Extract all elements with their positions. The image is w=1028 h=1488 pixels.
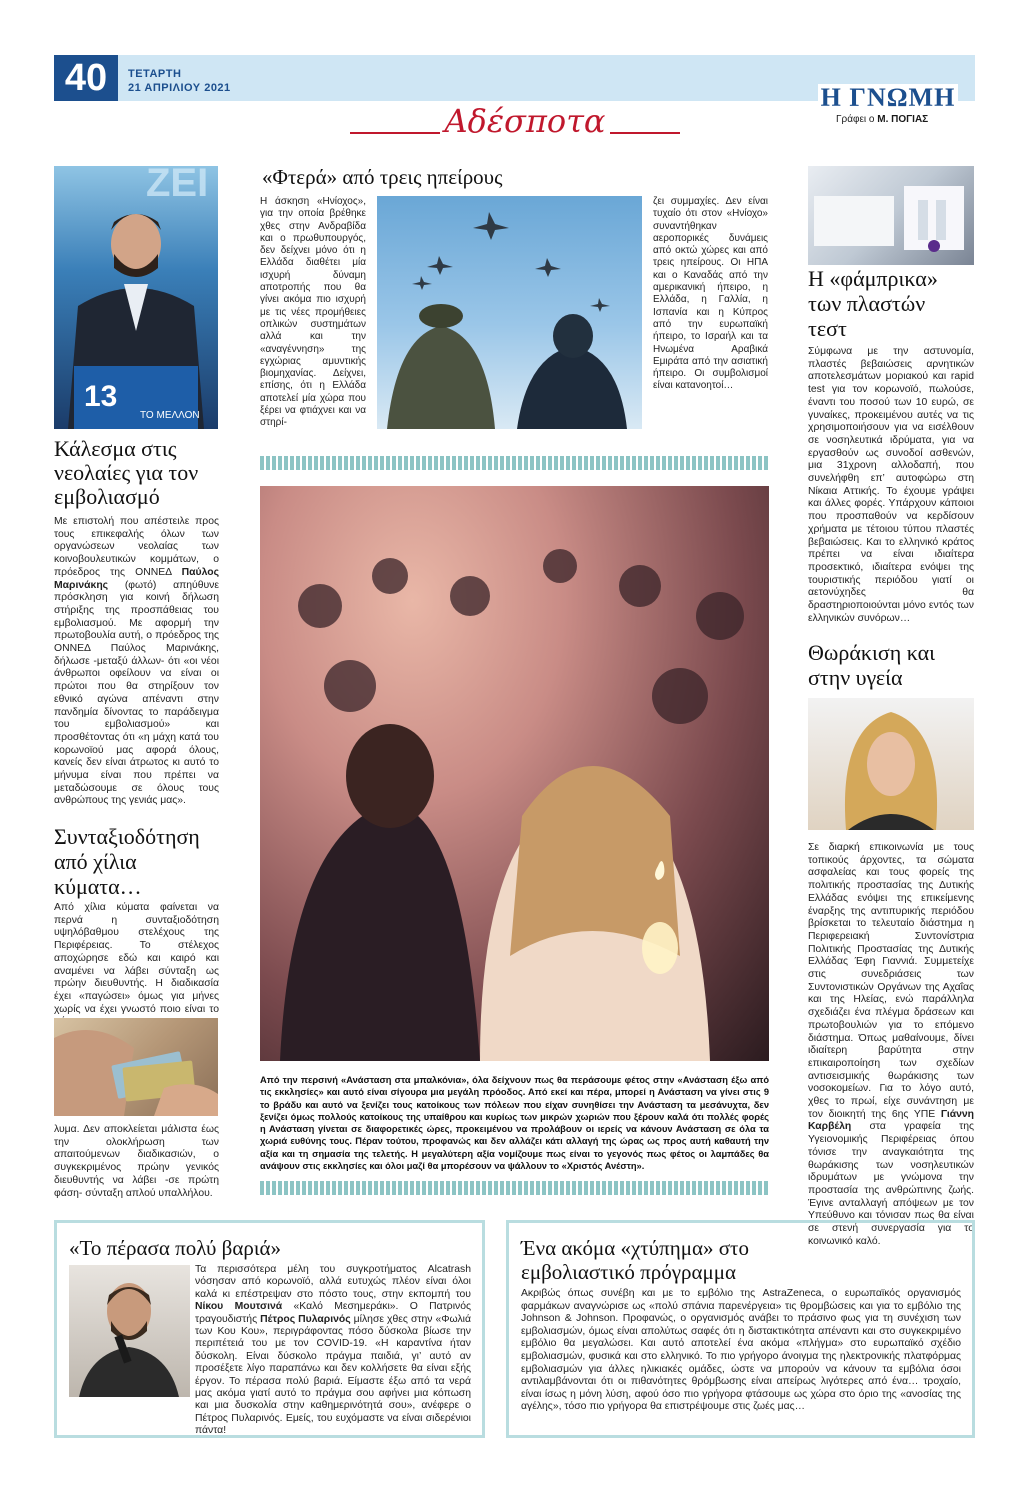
photo-efi-giannia (808, 698, 974, 830)
highlight-name: Νίκου Μουτσινά (195, 1301, 283, 1313)
center-article-col2: ζει συμμαχίες. Δεν είναι τυχαίο ότι στον «Ηνίοχο» συναντήθηκαν αεροπορικές δυνάμεις από οκτώ χώρες και από τρεις ηπείρους. Οι ΗΠΑ και ο Καναδάς από την αμερικανική ήπειρο, η Ελλάδα, η Γαλλία, η Ισπανία και η Κύπρος από την ευρωπαϊκή ήπειρο, το Ισραήλ και τα Ηνωμένα Αραβικά Εμιράτα από την ασιατική ήπειρο. Οι συμβολισμοί είναι κατανοητοί… (653, 196, 768, 392)
test-kits-illustration (808, 166, 974, 265)
photo-test-kits (808, 166, 974, 265)
right-article1-title: Η «φάμπρικα» των πλαστών τεστ (808, 266, 938, 341)
center-article-title: «Φτερά» από τρεις ηπείρους (262, 165, 503, 189)
left-article2-body-part2: λυμα. Δεν αποκλείεται μάλιστα έως την ολοκλήρωση των απαιτούμενων διαδικασιών, ο συγκεκριμένος πρώην γενικός διευθυντής να λάβει -σε πρώτη φάση- σύνταξη απλού υπαλλήλου. (54, 1124, 219, 1199)
bottom-left-body: Τα περισσότερα μέλη του συγκροτήματος Alcatrash νόσησαν από κορωνοϊό, αλλά ευτυχώς πλέον είναι όλοι καλά κι επέστρεψαν στο πόστο τους, στην εκπομπή του Νίκου Μουτσινά «Καλό Μεσημεράκι». Ο Πατρινός τραγουδιστής Πέτρος Πυλαρινός μίλησε χθες στην «Φωλιά των Κου Κου», περιγράφοντας πόσο δύσκολα βίωσε την περιπέτειά του με τον COVID-19. «Η καραντίνα ήταν δύσκολη. Είναι δύσκολο πράγμα παιδιά, γι’ αυτό αν προσέξετε λίγο παραπάνω και δεν κολλήσετε θα είναι εξής έργον. Το πέρασα πολύ βαριά. Είμαστε έξω από τα νερά μας ακόμα γιατί αυτό το πράγμα σου αφήνει μια κόπωση και μια δυσκολία στην καθημερινότητά σου», ανέφερε ο Πέτρος Πυλαρινός. Εμείς, του ευχόμαστε να είναι σιδερένιοι πάντα! (195, 1264, 471, 1437)
right-article2-body: Σε διαρκή επικοινωνία με τους τοπικούς άρχοντες, τα σώματα ασφαλείας και τους φορείς της πολιτικής προστασίας της Δυτικής Ελλάδας ενόψει της επικείμενης έναρξης της αντιπυρικής περιόδου βρίσκεται το τελευταίο διάστημα η Περιφερειακή Συντονίστρια Πολιτικής Προστασίας της Δυτικής Ελλάδας Έφη Γιαννιά. Συμμετείχε στις συνεδριάσεις των Συντονιστικών Οργάνων της Αχαΐας και της Ηλείας, ενώ παράλληλα σχεδιάζει ένα πλέγμα δράσεων και πρωτοβουλιών για το επόμενο διάστημα. Όπως μαθαίνουμε, δίνει ιδιαίτερη βαρύτητα στην επικαιροποίηση των σχεδίων αντισεισμικής θωράκισης των νοσοκομείων. Για το λόγο αυτό, χθες το πρωί, είχε συνάντηση με τον διοικητή της 6ης ΥΠΕ Γιάννη Καρβέλη στα γραφεία της Υγειονομικής Περιφέρειας όπου τόνισε την αναγκαιότητα της θωράκισης των νοσηλευτικών ιδρυμάτων με γνώμονα την προστασία της ανθρώπινης ζωής. Έγινε ανταλλαγή απόψεων με τον Υπεύθυνο και τόνισαν πως θα είναι σε στενή συνεργασία για το κοινωνικό καλό. (808, 842, 975, 1247)
photo-jets (377, 196, 642, 429)
newspaper-logo: Η ΓΝΩΜΗ (818, 84, 958, 112)
right-article1-body: Σύμφωνα με την αστυνομία, πλαστές βεβαιώσεις αρνητικών αποτελεσμάτων μοριακού και rapid test για τον κορωνοϊό, πωλούσε, έναντι του ποσού των 10 ευρώ, σε γυναίκες, προκειμένου αυτές να τις χρησιμοποιήσουν για να εισέλθουν σε νοσηλευτικά ιδρύματα, για να εργασθούν ως συνοδοί ασθενών, μια 31χρονη αλλοδαπή, που συνελήφθη επ’ αυτοφώρω στη Νίκαια Αττικής. Το έχουμε γράψει και άλλες φορές. Υπάρχουν κάποιοι που προσπαθούν να κερδίσουν χρήματα με τέτοιου τύπου πλαστές βεβαιώσεις. Και το ελληνικό κράτος πρέπει να είναι ιδιαίτερα προσεκτικό, ιδιαίτερα ενόψει της τουριστικής περιόδου γιατί οι αετονύχηδες θα δραστηριοποιούνται μόνο εντός των ελληνικών συνόρων… (808, 346, 974, 624)
banner-text: ΖΕΙ (146, 166, 209, 205)
section-title: Αδέσποτα (440, 102, 610, 140)
left-article1-body: Με επιστολή που απέστειλε προς τους επικεφαλής όλων των οργανώσεων νεολαίας των κοινοβουλευτικών κομμάτων, ο πρόεδρος της ΟΝΝΕΔ Παύλος Μαρινάκης (φωτό) απηύθυνε πρόσκληση για κοινή δήλωση στήριξης της προσπάθειας του εμβολιασμού. Με αφορμή την πρωτοβουλία αυτή, ο πρόεδρος της ΟΝΝΕΔ Παύλος Μαρινάκης, δήλωσε -μεταξύ άλλων- ότι «οι νέοι άνθρωποι οφείλουν να είναι οι πρώτοι που θα στηρίξουν τον εθνικό αγώνα απέναντι στην πανδημία δίνοντας το παράδειγμα του εμβολιασμού» και προσθέτοντας ότι «η μάχη κατά του κορωνοϊού μας αφορά όλους, κανείς δεν είναι άτρωτος κι αυτό το μήνυμα είναι που πρέπει να μεταδώσουμε σε όλους τους ανθρώπους της γενιάς μας». (54, 516, 219, 807)
photo-caption: Από την περσινή «Ανάσταση στα μπαλκόνια», όλα δείχνουν πως θα περάσουμε φέτος στην «Ανάσταση έξω από τις εκκλησίες» και αυτό είναι σίγουρα μια μεγάλη πρόοδος. Από εκεί και πέρα, μπορεί η Ανάσταση να γίνει στις 9 το βράδυ και αυτό να ξενίζει τους κατοίκους των πόλεων που είχαν συνηθίσει την Ανάσταση τα μεσάνυχτα, δεν ξενίζει όμως πολλούς κατοίκους της υπαίθρου και κυρίως των μικρών χωριών που ξέρουν καλά ότι πολλές φορές η Ανάσταση γίνεται σε διαφορετικές ώρες, προκειμένου να προλάβουν οι ιερείς να κάνουν Ανάσταση σε όλα τα χωριά ευθύνης τους. Πέραν τούτου, προφανώς και δεν αλλάζει κάτι αλλαγή της ώρας ως προς αυτή καθαυτή την αξία και τη σημασία της τελετής. Η μεγαλύτερη αξία νομίζουμε πως είναι το γεγονός πως φέτος οι λαμπάδες θα ανάψουν στις εκκλησίες και όλοι μαζί θα μπορέσουν να ψάλλουν το «Χριστός Ανέστη». (260, 1075, 769, 1172)
portrait-illustration (808, 698, 974, 830)
issue-day: ΤΕΤΑΡΤΗ (128, 68, 182, 80)
right-article2-title: Θωράκιση και στην υγεία (808, 640, 936, 690)
speaker-illustration (54, 166, 218, 429)
photo-marinakis (54, 166, 218, 429)
left-article1-title: Κάλεσμα στις νεολαίες για τον εμβολιασμό (54, 436, 199, 509)
photo-petros-pylarinos (69, 1265, 190, 1397)
bottom-left-title: «Το πέρασα πολύ βαριά» (69, 1236, 281, 1260)
left-article2-title: Συνταξιοδότηση από χίλια κύματα… (54, 824, 200, 899)
event-number: 13 (84, 380, 118, 413)
event-slogan: ΤΟ ΜΕΛΛΟΝ (140, 410, 200, 421)
issue-date: 21 ΑΠΡΙΛΙΟΥ 2021 (128, 82, 231, 94)
left-article2-body-part1: Από χίλια κύματα φαίνεται να περνά η συνταξιοδότηση υψηλόβαθμου στελέχους της Περιφέρειας. Το στέλεχος αποχώρησε εδώ και καιρό και αναμένει να λάβει σύνταξη ως πρώην διευθυντής. Η διαδικασία έχει «παγώσει» όμως για μήνες χωρίς να έχει γνωστό ποιο είναι το (54, 902, 219, 1015)
bottom-right-title: Ένα ακόμα «χτύπημα» στο εμβολιαστικό πρόγραμμα (521, 1236, 749, 1284)
jets-illustration (377, 196, 642, 429)
money-illustration (54, 1018, 218, 1116)
center-article-col1: Η άσκηση «Ηνίοχος», για την οποία βρέθηκε χθες στην Ανδραβίδα και ο πρωθυπουργός, δεν δείχνει μόνο ότι η Ελλάδα διαθέτει μία ισχυρή δύναμη αποτροπής που θα γίνει ακόμα πιο ισχυρή με τις νέες προμήθειες οπλικών συστημάτων αλλά και την «αναγέννηση» της εγχώριας αμυντικής βιομηχανίας. Δείχνει, επίσης, ότι η Ελλάδα αποτελεί μία χώρα που ξέρει να φτιάχνει και να στηρί- (260, 196, 366, 429)
decorative-stripe-top (260, 456, 769, 470)
photo-money (54, 1018, 218, 1116)
decorative-stripe-bottom (260, 1181, 769, 1195)
photo-candle-crowd (260, 486, 769, 1061)
singer-illustration (69, 1265, 190, 1397)
page-number: 40 (54, 55, 118, 101)
highlight-name: Παύλος Μαρινάκης (54, 566, 219, 591)
byline: Γράφει ο Μ. ΠΟΓΙΑΣ (836, 114, 929, 125)
bottom-right-body: Ακριβώς όπως συνέβη και με το εμβόλιο της AstraZeneca, ο ευρωπαϊκός οργανισμός φαρμάκων αναγνώρισε ως «πολύ σπάνια παρενέργεια» τις θρομβώσεις και για το εμβόλιο της Johnson & Johnson. Προφανώς, ο οργανισμός ανάβει το πράσινο φως για τη συνέχιση των εμβολιασμών, όμως είναι απολύτως σαφές ότι η διστακτικότητα απέναντι και στο συγκεκριμένο εμβόλιο θα μεγαλώσει. Και αυτό αποτελεί ένα ακόμα «πλήγμα» στο ευρωπαϊκό σχέδιο εμβολιασμών, φυσικά και στο ελληνικό. Το πιο γρήγορο άνοιγμα της ηλεκτρονικής πλατφόρμας εμβολιασμών για άλλες ηλικιακές ομάδες, ώστε να μπορούν να κάνουν τα εμβόλια όσοι αντιλαμβάνονται ότι οι πιθανότητες θρόμβωσης είναι απείρως λιγότερες από ένα… τροχαίο, είναι ίσως η μόνη λύση, αφού όσο πιο γρήγορα φτάσουμε ως χώρα στο όριο της «ανοσίας της αγέλης», τόσο πιο γρήγορα θα επιστρέψουμε στις ζωές μας… (521, 1288, 961, 1413)
highlight-name: Πέτρος Πυλαρινός (260, 1313, 351, 1325)
byline-author: Μ. ΠΟΓΙΑΣ (877, 114, 929, 125)
highlight-name: Γιάννη Καρβέλη (808, 1108, 975, 1133)
crowd-illustration (260, 486, 769, 1061)
